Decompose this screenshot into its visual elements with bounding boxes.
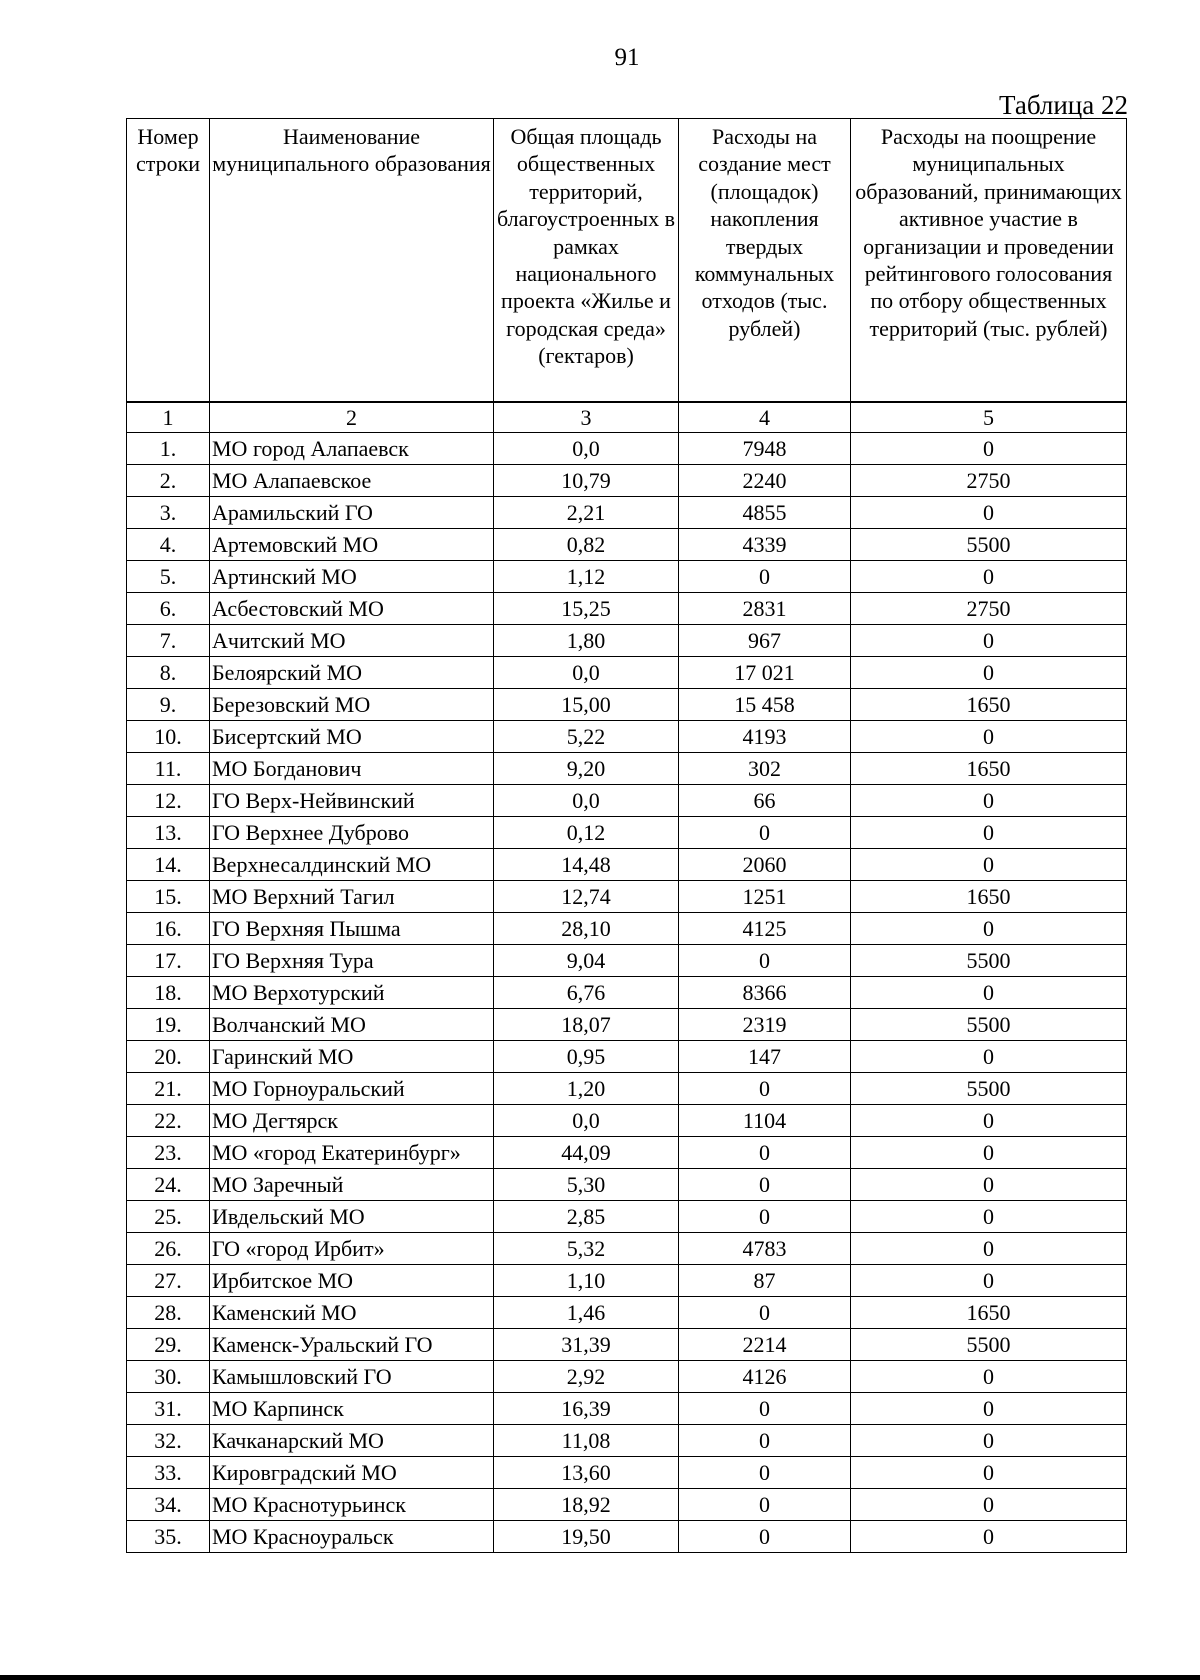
incentive-expenses-cell: 2750 xyxy=(851,465,1127,497)
row-number-cell: 22. xyxy=(127,1105,210,1137)
table-row xyxy=(127,1457,1127,1489)
incentive-expenses-cell: 0 xyxy=(851,433,1127,465)
municipality-name-cell: Березовский МО xyxy=(210,689,494,721)
public-area-cell: 11,08 xyxy=(494,1425,679,1457)
waste-sites-expenses-cell: 4339 xyxy=(679,529,851,561)
public-area-cell: 0,0 xyxy=(494,433,679,465)
row-number-cell: 28. xyxy=(127,1297,210,1329)
public-area-cell: 1,46 xyxy=(494,1297,679,1329)
incentive-expenses-cell: 5500 xyxy=(851,945,1127,977)
public-area-cell: 13,60 xyxy=(494,1457,679,1489)
incentive-expenses-cell: 0 xyxy=(851,977,1127,1009)
row-number-cell: 7. xyxy=(127,625,210,657)
waste-sites-expenses-cell: 87 xyxy=(679,1265,851,1297)
municipality-name-cell: Каменский МО xyxy=(210,1297,494,1329)
public-area-cell: 14,48 xyxy=(494,849,679,881)
incentive-expenses-cell: 0 xyxy=(851,1265,1127,1297)
incentive-expenses-cell: 0 xyxy=(851,1425,1127,1457)
row-number-cell: 16. xyxy=(127,913,210,945)
waste-sites-expenses-cell: 1104 xyxy=(679,1105,851,1137)
waste-sites-expenses-cell: 0 xyxy=(679,817,851,849)
table-row xyxy=(127,881,1127,913)
row-number-cell: 20. xyxy=(127,1041,210,1073)
municipality-name-cell: ГО Верхняя Пышма xyxy=(210,913,494,945)
row-number-cell: 32. xyxy=(127,1425,210,1457)
incentive-expenses-cell: 0 xyxy=(851,497,1127,529)
row-number-cell: 29. xyxy=(127,1329,210,1361)
municipality-name-cell: МО город Алапаевск xyxy=(210,433,494,465)
row-number-cell: 3. xyxy=(127,497,210,529)
row-number-cell: 18. xyxy=(127,977,210,1009)
public-area-cell: 28,10 xyxy=(494,913,679,945)
column-number: 1 xyxy=(127,402,210,433)
row-number-cell: 8. xyxy=(127,657,210,689)
waste-sites-expenses-cell: 302 xyxy=(679,753,851,785)
row-number-cell: 6. xyxy=(127,593,210,625)
waste-sites-expenses-cell: 15 458 xyxy=(679,689,851,721)
table-row xyxy=(127,593,1127,625)
row-number-cell: 1. xyxy=(127,433,210,465)
table-row xyxy=(127,1041,1127,1073)
table-row xyxy=(127,1169,1127,1201)
municipality-name-cell: МО Краснотурьинск xyxy=(210,1489,494,1521)
row-number-cell: 33. xyxy=(127,1457,210,1489)
table-title: Таблица 22 xyxy=(999,90,1128,120)
row-number-cell: 23. xyxy=(127,1137,210,1169)
public-area-cell: 15,25 xyxy=(494,593,679,625)
table-row xyxy=(127,1393,1127,1425)
incentive-expenses-cell: 5500 xyxy=(851,529,1127,561)
table-row xyxy=(127,1265,1127,1297)
column-number: 2 xyxy=(210,402,494,433)
public-area-cell: 2,92 xyxy=(494,1361,679,1393)
waste-sites-expenses-cell: 66 xyxy=(679,785,851,817)
incentive-expenses-cell: 1650 xyxy=(851,753,1127,785)
municipality-name-cell: ГО Верхняя Тура xyxy=(210,945,494,977)
municipality-name-cell: Камышловский ГО xyxy=(210,1361,494,1393)
incentive-expenses-cell: 0 xyxy=(851,721,1127,753)
row-number-cell: 30. xyxy=(127,1361,210,1393)
column-number-row xyxy=(127,402,1127,433)
waste-sites-expenses-cell: 0 xyxy=(679,1073,851,1105)
public-area-cell: 0,82 xyxy=(494,529,679,561)
municipality-name-cell: Артемовский МО xyxy=(210,529,494,561)
header-incentive-expenses: Расходы на поощрение муниципальных образований, принимающих активное участие в организации и проведении рейтингового голосования по отбору общественных территорий (тыс. рублей) xyxy=(851,119,1127,403)
waste-sites-expenses-cell: 7948 xyxy=(679,433,851,465)
municipality-name-cell: МО Верхотурский xyxy=(210,977,494,1009)
row-number-cell: 14. xyxy=(127,849,210,881)
public-area-cell: 0,0 xyxy=(494,657,679,689)
waste-sites-expenses-cell: 4783 xyxy=(679,1233,851,1265)
row-number-cell: 13. xyxy=(127,817,210,849)
public-area-cell: 18,07 xyxy=(494,1009,679,1041)
incentive-expenses-cell: 0 xyxy=(851,657,1127,689)
incentive-expenses-cell: 0 xyxy=(851,849,1127,881)
table-row xyxy=(127,1073,1127,1105)
table-body xyxy=(127,402,1127,1553)
table-row xyxy=(127,1521,1127,1553)
incentive-expenses-cell: 0 xyxy=(851,1393,1127,1425)
table-row xyxy=(127,721,1127,753)
header-row-number: Номер строки xyxy=(127,119,210,403)
public-area-cell: 19,50 xyxy=(494,1521,679,1553)
public-area-cell: 0,0 xyxy=(494,1105,679,1137)
municipality-name-cell: МО Алапаевское xyxy=(210,465,494,497)
header-municipality-name: Наименование муниципального образования xyxy=(210,119,494,403)
municipality-name-cell: Каменск-Уральский ГО xyxy=(210,1329,494,1361)
public-area-cell: 1,12 xyxy=(494,561,679,593)
table-row xyxy=(127,849,1127,881)
incentive-expenses-cell: 0 xyxy=(851,1489,1127,1521)
waste-sites-expenses-cell: 0 xyxy=(679,1297,851,1329)
row-number-cell: 17. xyxy=(127,945,210,977)
table-row xyxy=(127,433,1127,465)
public-area-cell: 0,0 xyxy=(494,785,679,817)
table-row xyxy=(127,1105,1127,1137)
public-area-cell: 0,95 xyxy=(494,1041,679,1073)
incentive-expenses-cell: 0 xyxy=(851,1521,1127,1553)
page-number: 91 xyxy=(614,44,640,71)
waste-sites-expenses-cell: 2319 xyxy=(679,1009,851,1041)
incentive-expenses-cell: 0 xyxy=(851,785,1127,817)
waste-sites-expenses-cell: 8366 xyxy=(679,977,851,1009)
waste-sites-expenses-cell: 2060 xyxy=(679,849,851,881)
incentive-expenses-cell: 5500 xyxy=(851,1073,1127,1105)
table-row xyxy=(127,1009,1127,1041)
incentive-expenses-cell: 5500 xyxy=(851,1009,1127,1041)
table-row xyxy=(127,977,1127,1009)
public-area-cell: 10,79 xyxy=(494,465,679,497)
waste-sites-expenses-cell: 2214 xyxy=(679,1329,851,1361)
row-number-cell: 2. xyxy=(127,465,210,497)
table-row xyxy=(127,1489,1127,1521)
municipality-name-cell: МО Заречный xyxy=(210,1169,494,1201)
public-area-cell: 5,22 xyxy=(494,721,679,753)
incentive-expenses-cell: 0 xyxy=(851,1041,1127,1073)
municipality-name-cell: МО Карпинск xyxy=(210,1393,494,1425)
table-row xyxy=(127,465,1127,497)
municipality-name-cell: Ачитский МО xyxy=(210,625,494,657)
table-row xyxy=(127,945,1127,977)
municipality-name-cell: Ирбитское МО xyxy=(210,1265,494,1297)
table-row xyxy=(127,1137,1127,1169)
incentive-expenses-cell: 0 xyxy=(851,1457,1127,1489)
public-area-cell: 9,20 xyxy=(494,753,679,785)
waste-sites-expenses-cell: 2240 xyxy=(679,465,851,497)
row-number-cell: 19. xyxy=(127,1009,210,1041)
table-row xyxy=(127,1297,1127,1329)
table-row xyxy=(127,913,1127,945)
waste-sites-expenses-cell: 0 xyxy=(679,945,851,977)
public-area-cell: 0,12 xyxy=(494,817,679,849)
public-area-cell: 5,30 xyxy=(494,1169,679,1201)
table-row xyxy=(127,1361,1127,1393)
table-row xyxy=(127,561,1127,593)
municipality-name-cell: Артинский МО xyxy=(210,561,494,593)
row-number-cell: 9. xyxy=(127,689,210,721)
waste-sites-expenses-cell: 0 xyxy=(679,1169,851,1201)
incentive-expenses-cell: 1650 xyxy=(851,881,1127,913)
incentive-expenses-cell: 0 xyxy=(851,561,1127,593)
municipality-name-cell: ГО «город Ирбит» xyxy=(210,1233,494,1265)
public-area-cell: 15,00 xyxy=(494,689,679,721)
table-row xyxy=(127,1329,1127,1361)
public-area-cell: 12,74 xyxy=(494,881,679,913)
waste-sites-expenses-cell: 2831 xyxy=(679,593,851,625)
municipality-name-cell: Качканарский МО xyxy=(210,1425,494,1457)
municipality-name-cell: Арамильский ГО xyxy=(210,497,494,529)
row-number-cell: 11. xyxy=(127,753,210,785)
waste-sites-expenses-cell: 0 xyxy=(679,1521,851,1553)
column-number: 5 xyxy=(851,402,1127,433)
municipality-name-cell: МО Дегтярск xyxy=(210,1105,494,1137)
public-area-cell: 1,80 xyxy=(494,625,679,657)
row-number-cell: 5. xyxy=(127,561,210,593)
row-number-cell: 4. xyxy=(127,529,210,561)
row-number-cell: 27. xyxy=(127,1265,210,1297)
public-area-cell: 1,20 xyxy=(494,1073,679,1105)
incentive-expenses-cell: 0 xyxy=(851,1233,1127,1265)
municipality-name-cell: Ивдельский МО xyxy=(210,1201,494,1233)
table-row xyxy=(127,1233,1127,1265)
row-number-cell: 34. xyxy=(127,1489,210,1521)
table-row xyxy=(127,657,1127,689)
incentive-expenses-cell: 0 xyxy=(851,1105,1127,1137)
municipality-name-cell: МО Богданович xyxy=(210,753,494,785)
incentive-expenses-cell: 1650 xyxy=(851,689,1127,721)
row-number-cell: 31. xyxy=(127,1393,210,1425)
incentive-expenses-cell: 0 xyxy=(851,817,1127,849)
row-number-cell: 26. xyxy=(127,1233,210,1265)
public-area-cell: 6,76 xyxy=(494,977,679,1009)
table-row xyxy=(127,785,1127,817)
incentive-expenses-cell: 0 xyxy=(851,1201,1127,1233)
table-row xyxy=(127,529,1127,561)
municipality-name-cell: Белоярский МО xyxy=(210,657,494,689)
municipality-name-cell: ГО Верхнее Дуброво xyxy=(210,817,494,849)
public-area-cell: 44,09 xyxy=(494,1137,679,1169)
waste-sites-expenses-cell: 0 xyxy=(679,1457,851,1489)
waste-sites-expenses-cell: 17 021 xyxy=(679,657,851,689)
public-area-cell: 16,39 xyxy=(494,1393,679,1425)
table-row xyxy=(127,753,1127,785)
incentive-expenses-cell: 0 xyxy=(851,913,1127,945)
municipality-name-cell: МО «город Екатеринбург» xyxy=(210,1137,494,1169)
incentive-expenses-cell: 0 xyxy=(851,1137,1127,1169)
waste-sites-expenses-cell: 4855 xyxy=(679,497,851,529)
header-row xyxy=(127,119,1127,403)
municipality-name-cell: Верхнесалдинский МО xyxy=(210,849,494,881)
column-number: 3 xyxy=(494,402,679,433)
municipality-name-cell: ГО Верх-Нейвинский xyxy=(210,785,494,817)
row-number-cell: 24. xyxy=(127,1169,210,1201)
table-row xyxy=(127,817,1127,849)
waste-sites-expenses-cell: 0 xyxy=(679,1489,851,1521)
public-area-cell: 2,85 xyxy=(494,1201,679,1233)
waste-sites-expenses-cell: 4193 xyxy=(679,721,851,753)
table-row xyxy=(127,689,1127,721)
header-public-area: Общая площадь общественных территорий, благоустроенных в рамках национального проекта «Жилье и городская среда» (гектаров) xyxy=(494,119,679,403)
waste-sites-expenses-cell: 0 xyxy=(679,1393,851,1425)
municipality-name-cell: Волчанский МО xyxy=(210,1009,494,1041)
municipality-name-cell: Бисертский МО xyxy=(210,721,494,753)
row-number-cell: 25. xyxy=(127,1201,210,1233)
municipality-name-cell: МО Верхний Тагил xyxy=(210,881,494,913)
data-table xyxy=(126,118,1127,1553)
waste-sites-expenses-cell: 1251 xyxy=(679,881,851,913)
incentive-expenses-cell: 0 xyxy=(851,1169,1127,1201)
incentive-expenses-cell: 5500 xyxy=(851,1329,1127,1361)
bottom-rule xyxy=(0,1675,1200,1680)
municipality-name-cell: Асбестовский МО xyxy=(210,593,494,625)
waste-sites-expenses-cell: 4126 xyxy=(679,1361,851,1393)
waste-sites-expenses-cell: 4125 xyxy=(679,913,851,945)
incentive-expenses-cell: 1650 xyxy=(851,1297,1127,1329)
municipality-name-cell: Кировградский МО xyxy=(210,1457,494,1489)
row-number-cell: 10. xyxy=(127,721,210,753)
municipality-name-cell: МО Горноуральский xyxy=(210,1073,494,1105)
row-number-cell: 21. xyxy=(127,1073,210,1105)
waste-sites-expenses-cell: 0 xyxy=(679,561,851,593)
waste-sites-expenses-cell: 0 xyxy=(679,1425,851,1457)
table-row xyxy=(127,1201,1127,1233)
row-number-cell: 12. xyxy=(127,785,210,817)
table-row xyxy=(127,1425,1127,1457)
row-number-cell: 35. xyxy=(127,1521,210,1553)
public-area-cell: 5,32 xyxy=(494,1233,679,1265)
public-area-cell: 1,10 xyxy=(494,1265,679,1297)
row-number-cell: 15. xyxy=(127,881,210,913)
public-area-cell: 2,21 xyxy=(494,497,679,529)
header-waste-sites-expenses: Расходы на создание мест (площадок) накопления твердых коммунальных отходов (тыс. рублей) xyxy=(679,119,851,403)
municipality-name-cell: Гаринский МО xyxy=(210,1041,494,1073)
incentive-expenses-cell: 0 xyxy=(851,1361,1127,1393)
public-area-cell: 18,92 xyxy=(494,1489,679,1521)
waste-sites-expenses-cell: 147 xyxy=(679,1041,851,1073)
column-number: 4 xyxy=(679,402,851,433)
table-row xyxy=(127,625,1127,657)
public-area-cell: 9,04 xyxy=(494,945,679,977)
incentive-expenses-cell: 0 xyxy=(851,625,1127,657)
waste-sites-expenses-cell: 0 xyxy=(679,1201,851,1233)
table-row xyxy=(127,497,1127,529)
waste-sites-expenses-cell: 0 xyxy=(679,1137,851,1169)
waste-sites-expenses-cell: 967 xyxy=(679,625,851,657)
public-area-cell: 31,39 xyxy=(494,1329,679,1361)
municipality-name-cell: МО Красноуральск xyxy=(210,1521,494,1553)
incentive-expenses-cell: 2750 xyxy=(851,593,1127,625)
